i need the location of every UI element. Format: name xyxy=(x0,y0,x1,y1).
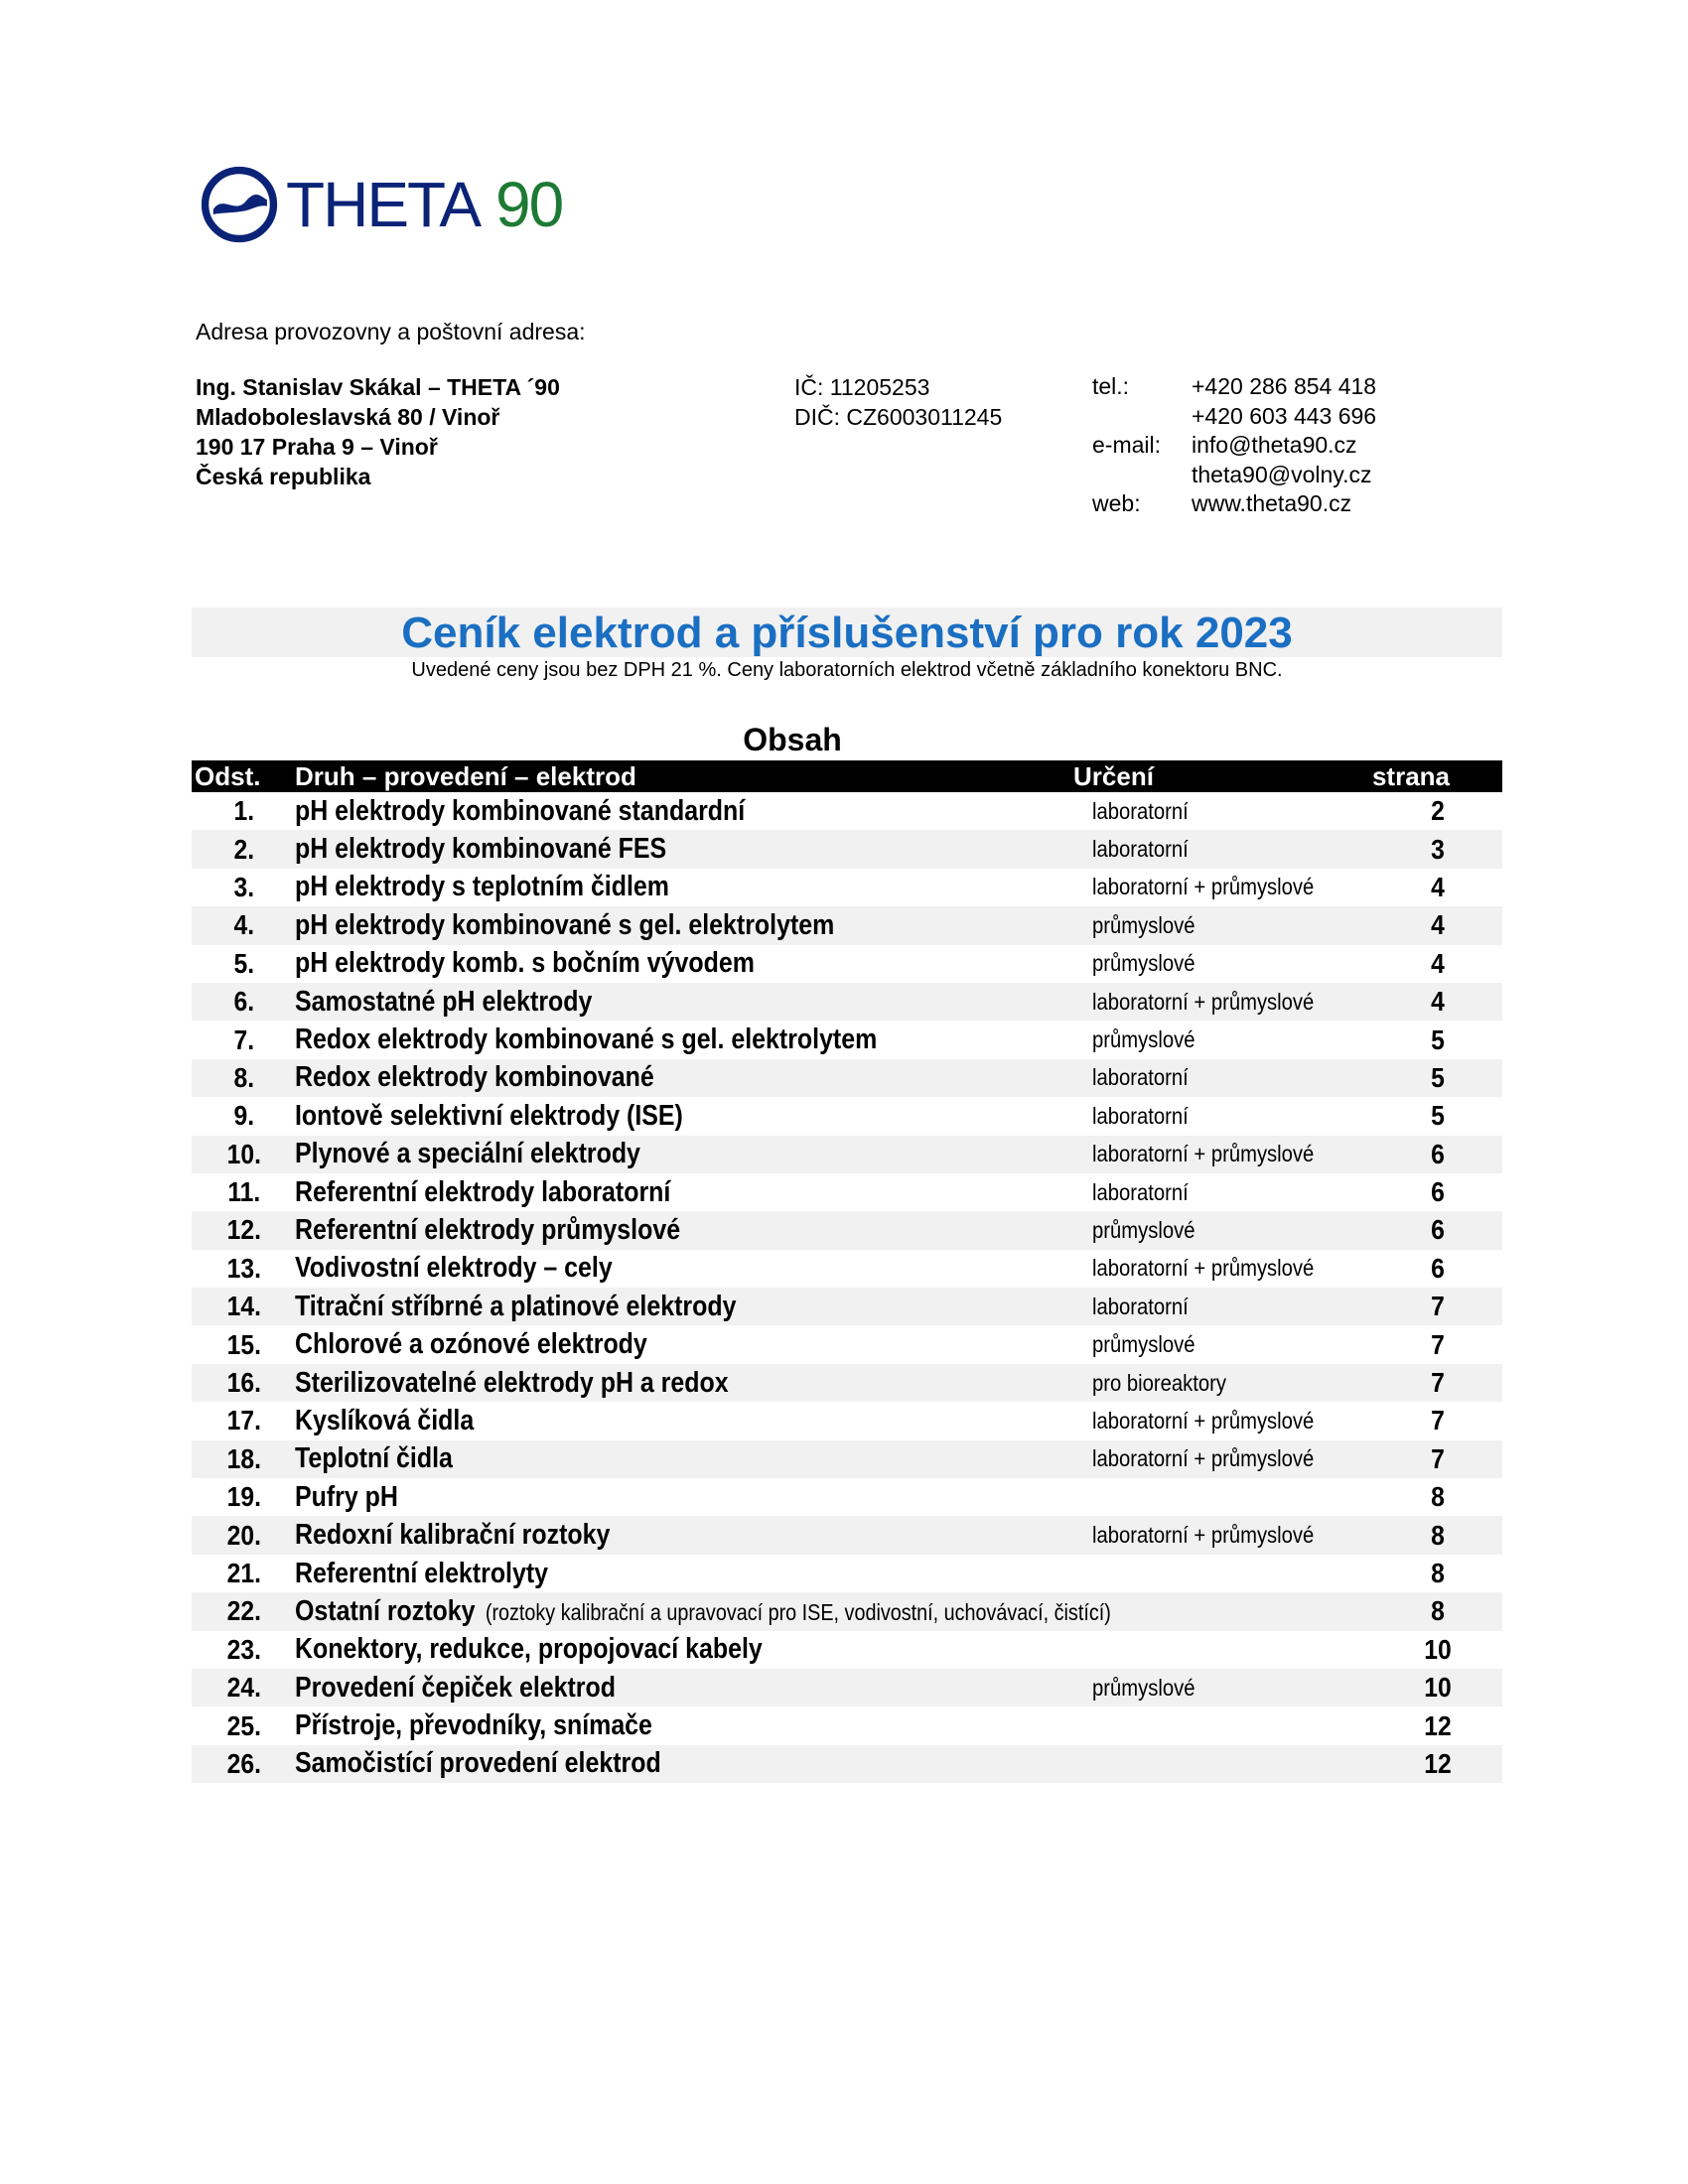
row-page: 12 xyxy=(1424,1709,1452,1741)
row-title-text: Vodivostní elektrody – cely xyxy=(295,1252,613,1285)
row-title xyxy=(295,1558,548,1590)
row-title xyxy=(295,1214,680,1247)
row-title xyxy=(295,1176,670,1209)
row-num: 1. xyxy=(233,795,255,827)
row-title-text: Přístroje, převodníky, snímače xyxy=(295,1709,652,1742)
row-title xyxy=(295,1367,729,1400)
row-page: 10 xyxy=(1424,1672,1452,1704)
row-page: 6 xyxy=(1431,1138,1445,1169)
row-page: 4 xyxy=(1431,871,1445,902)
row-title xyxy=(295,909,834,942)
row-num: 23. xyxy=(226,1633,261,1665)
contact-key: web: xyxy=(1092,490,1141,516)
table-row xyxy=(192,1250,1502,1288)
dic: DIČ: CZ6003011245 xyxy=(794,404,1003,430)
row-num: 11. xyxy=(227,1176,261,1208)
table-row xyxy=(192,945,1502,983)
row-title-text: Sterilizovatelné elektrody pH a redox xyxy=(295,1366,729,1399)
row-title xyxy=(295,1519,610,1552)
table-row xyxy=(192,869,1502,906)
row-num: 4. xyxy=(233,909,255,941)
logo-word: THETA xyxy=(286,169,481,240)
row-num: 16. xyxy=(226,1367,261,1399)
row-num: 7. xyxy=(233,1024,255,1055)
contact-row xyxy=(1092,402,1376,432)
table-row xyxy=(192,792,1502,830)
row-title xyxy=(295,1328,647,1361)
row-title-text: Iontově selektivní elektrody (ISE) xyxy=(295,1099,683,1132)
row-num: 24. xyxy=(226,1672,261,1704)
row-num: 12. xyxy=(226,1214,261,1246)
page-title: Ceník elektrod a příslušenství pro rok 2023 xyxy=(401,609,1293,657)
row-title xyxy=(295,1061,654,1094)
table-row xyxy=(192,1021,1502,1058)
row-title-text: Chlorové a ozónové elektrody xyxy=(295,1328,647,1361)
contact-row xyxy=(1092,489,1376,519)
contact-key xyxy=(1092,402,1192,432)
row-title xyxy=(295,947,755,980)
row-title-text: Redox elektrody kombinované s gel. elektrolytem xyxy=(295,1024,878,1056)
row-use: průmyslové xyxy=(1092,1216,1196,1243)
contact-key xyxy=(1092,461,1192,490)
row-title-text: Kyslíková čidla xyxy=(295,1404,475,1436)
row-title-text: Referentní elektrody průmyslové xyxy=(295,1213,681,1246)
page-subtitle: Uvedené ceny jsou bez DPH 21 %. Ceny laboratorních elektrod včetně základního konektoru BNC. xyxy=(411,659,1283,681)
row-title-text: Konektory, redukce, propojovací kabely xyxy=(295,1633,763,1666)
address-block xyxy=(196,372,560,491)
toc-table xyxy=(192,760,1502,1783)
table-row xyxy=(192,1325,1502,1363)
row-title-text: Samočistící provedení elektrod xyxy=(295,1747,661,1780)
table-row xyxy=(192,1097,1502,1135)
address-line: Mladoboleslavská 80 / Vinoř xyxy=(196,404,500,430)
row-title xyxy=(295,1138,640,1170)
row-title-text: pH elektrody kombinované s gel. elektrolytem xyxy=(295,908,835,941)
row-title xyxy=(295,986,592,1019)
row-title-text: Plynové a speciální elektrody xyxy=(295,1138,640,1170)
row-num: 2. xyxy=(233,833,255,865)
row-title xyxy=(295,1442,453,1475)
table-row xyxy=(192,983,1502,1021)
row-page: 7 xyxy=(1431,1367,1445,1399)
row-page: 7 xyxy=(1431,1442,1445,1474)
row-title xyxy=(295,1595,1111,1628)
address-line: Ing. Stanislav Skákal – THETA ´90 xyxy=(196,374,560,400)
row-title xyxy=(295,1672,616,1705)
table-row xyxy=(192,1516,1502,1554)
row-num: 3. xyxy=(233,871,255,902)
table-row xyxy=(192,906,1502,944)
table-row xyxy=(192,1211,1502,1249)
row-title-text: Pufry pH xyxy=(295,1480,398,1513)
row-title xyxy=(295,871,669,903)
table-row xyxy=(192,1745,1502,1783)
row-title xyxy=(295,1481,398,1514)
row-num: 10. xyxy=(226,1138,261,1169)
row-page: 7 xyxy=(1431,1291,1445,1322)
row-title-text: Titrační stříbrné a platinové elektrody xyxy=(295,1290,737,1322)
row-page: 6 xyxy=(1431,1252,1445,1284)
table-row xyxy=(192,1059,1502,1097)
row-page: 4 xyxy=(1431,986,1445,1018)
email-2[interactable]: theta90@volny.cz xyxy=(1192,461,1372,487)
contact-row xyxy=(1092,431,1376,461)
row-title-text: pH elektrody s teplotním čidlem xyxy=(295,871,669,903)
row-use: laboratorní + průmyslové xyxy=(1092,988,1315,1015)
row-title-text: pH elektrody kombinované FES xyxy=(295,833,667,866)
toc-header-row xyxy=(192,760,1502,792)
table-row xyxy=(192,1173,1502,1211)
contact-row xyxy=(1092,461,1376,490)
row-use: laboratorní + průmyslové xyxy=(1092,1445,1315,1472)
company-logo xyxy=(199,163,562,246)
row-page: 6 xyxy=(1431,1214,1445,1246)
row-title xyxy=(295,795,745,828)
row-page: 10 xyxy=(1424,1633,1452,1665)
row-num: 13. xyxy=(226,1252,261,1284)
row-title xyxy=(295,1100,683,1133)
table-row xyxy=(192,1402,1502,1439)
table-row xyxy=(192,830,1502,868)
row-use: laboratorní + průmyslové xyxy=(1092,1407,1315,1433)
logo-wordmark xyxy=(286,169,563,240)
row-use: laboratorní xyxy=(1092,797,1189,824)
row-title-text: Redoxní kalibrační roztoky xyxy=(295,1519,611,1552)
row-title xyxy=(295,1024,877,1056)
row-num: 25. xyxy=(226,1709,261,1741)
logo-number: 90 xyxy=(495,169,563,240)
row-use: laboratorní + průmyslové xyxy=(1092,874,1315,900)
contact-block xyxy=(1092,372,1376,519)
row-num: 19. xyxy=(226,1481,261,1513)
company-ids xyxy=(794,372,1002,432)
row-use: průmyslové xyxy=(1092,1331,1196,1358)
row-title xyxy=(295,1633,763,1666)
row-title-text: Provedení čepiček elektrod xyxy=(295,1671,616,1704)
row-page: 8 xyxy=(1431,1519,1445,1551)
row-use: laboratorní xyxy=(1092,1293,1189,1319)
address-line: 190 17 Praha 9 – Vinoř xyxy=(196,434,438,460)
table-row xyxy=(192,1592,1502,1630)
row-page: 3 xyxy=(1431,833,1445,865)
col-header-title: Druh – provedení – elektrod xyxy=(295,760,636,791)
phone-2: +420 603 443 696 xyxy=(1192,402,1377,429)
row-page: 4 xyxy=(1431,947,1445,979)
toc-heading: Obsah xyxy=(743,722,842,757)
row-use: laboratorní xyxy=(1092,1178,1189,1205)
row-use: průmyslové xyxy=(1092,1674,1196,1701)
col-header-use: Určení xyxy=(1073,760,1154,791)
row-num: 21. xyxy=(226,1558,261,1588)
table-row xyxy=(192,1631,1502,1669)
table-row xyxy=(192,1669,1502,1706)
table-row xyxy=(192,1706,1502,1744)
row-use: průmyslové xyxy=(1092,950,1196,977)
row-num: 17. xyxy=(226,1405,261,1436)
row-use: pro bioreaktory xyxy=(1092,1369,1227,1396)
row-title xyxy=(295,1405,474,1437)
contact-key: e-mail: xyxy=(1092,432,1162,458)
row-num: 20. xyxy=(226,1519,261,1551)
row-num: 6. xyxy=(233,986,255,1018)
theta-logo-icon xyxy=(199,164,280,245)
row-title-text: Samostatné pH elektrody xyxy=(295,985,593,1018)
row-num: 15. xyxy=(226,1328,261,1360)
row-title-text: pH elektrody kombinované standardní xyxy=(295,794,746,827)
row-title-text: Ostatní roztoky xyxy=(295,1594,476,1627)
row-num: 18. xyxy=(226,1442,261,1474)
table-row xyxy=(192,1440,1502,1478)
row-use: průmyslové xyxy=(1092,911,1196,938)
row-num: 26. xyxy=(226,1747,261,1779)
email-1[interactable]: info@theta90.cz xyxy=(1192,432,1357,458)
row-page: 5 xyxy=(1431,1061,1445,1093)
table-row xyxy=(192,1136,1502,1173)
row-num: 5. xyxy=(233,947,255,979)
contact-row xyxy=(1092,372,1376,402)
col-header-page: strana xyxy=(1371,760,1451,791)
row-title-text: pH elektrody komb. s bočním vývodem xyxy=(295,947,755,980)
row-page: 5 xyxy=(1431,1024,1445,1055)
row-use: laboratorní xyxy=(1092,1064,1189,1091)
table-row xyxy=(192,1555,1502,1592)
row-page: 6 xyxy=(1431,1176,1445,1208)
row-title-text: Referentní elektrody laboratorní xyxy=(295,1175,671,1208)
row-title xyxy=(295,1747,661,1780)
row-title-text: Referentní elektrolyty xyxy=(295,1557,549,1589)
row-page: 8 xyxy=(1431,1558,1445,1588)
row-num: 14. xyxy=(226,1291,261,1322)
row-page: 8 xyxy=(1431,1595,1445,1627)
row-title xyxy=(295,833,666,866)
website-link[interactable]: www.theta90.cz xyxy=(1192,490,1352,516)
toc-rows xyxy=(192,792,1502,1783)
row-page: 4 xyxy=(1431,909,1445,941)
phone-1: +420 286 854 418 xyxy=(1192,373,1377,399)
row-use: průmyslové xyxy=(1092,1026,1196,1053)
table-row xyxy=(192,1288,1502,1325)
table-row xyxy=(192,1364,1502,1402)
row-num: 9. xyxy=(233,1100,255,1132)
row-page: 7 xyxy=(1431,1405,1445,1436)
row-use: laboratorní + průmyslové xyxy=(1092,1255,1315,1282)
row-title-text: Redox elektrody kombinované xyxy=(295,1061,654,1094)
row-page: 8 xyxy=(1431,1481,1445,1513)
row-num: 22. xyxy=(226,1595,261,1627)
row-title xyxy=(295,1252,613,1285)
row-use: laboratorní + průmyslové xyxy=(1092,1522,1315,1549)
address-label: Adresa provozovny a poštovní adresa: xyxy=(196,319,586,344)
row-use: laboratorní xyxy=(1092,836,1189,863)
row-title-text: Teplotní čidla xyxy=(295,1442,453,1475)
row-note: (roztoky kalibrační a upravovací pro ISE, vodivostní, uchovávací, čistící) xyxy=(485,1598,1111,1625)
row-title xyxy=(295,1291,736,1323)
address-line: Česká republika xyxy=(196,464,371,489)
row-page: 5 xyxy=(1431,1100,1445,1132)
row-page: 7 xyxy=(1431,1328,1445,1360)
row-title xyxy=(295,1709,652,1742)
row-page: 2 xyxy=(1431,795,1445,827)
contact-key: tel.: xyxy=(1092,373,1130,399)
ico: IČ: 11205253 xyxy=(794,374,930,400)
row-num: 8. xyxy=(233,1061,255,1093)
row-page: 12 xyxy=(1424,1747,1452,1779)
row-use: laboratorní + průmyslové xyxy=(1092,1141,1315,1167)
table-row xyxy=(192,1478,1502,1516)
col-header-num: Odst. xyxy=(195,760,261,791)
row-use: laboratorní xyxy=(1092,1102,1189,1129)
